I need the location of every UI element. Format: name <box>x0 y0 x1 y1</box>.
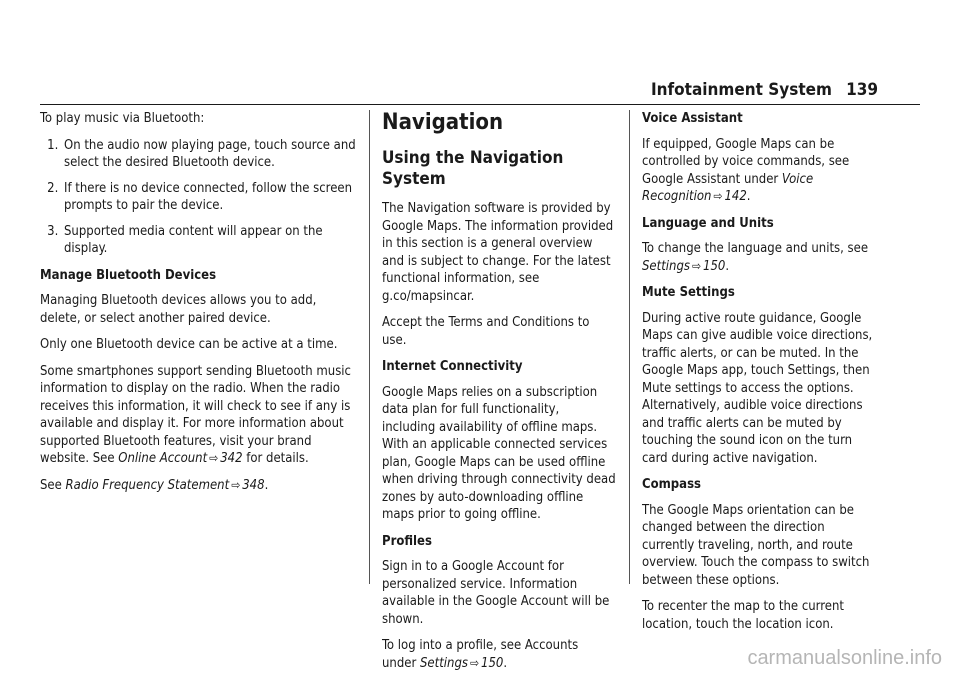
page-ref-arrow-icon: ⇨ <box>231 477 241 492</box>
heading-mute-settings: Mute Settings <box>642 285 735 300</box>
page-ref-number[interactable]: 342 <box>220 451 243 466</box>
section-title-navigation: Navigation <box>382 110 504 135</box>
heading-manage-bluetooth: Manage Bluetooth Devices <box>40 267 217 283</box>
text: Some smartphones support sending Bluetooth music information to display on the radio. When the radio receives this information, it will check to see if any is available and display it. For more information about supported Bluetooth features, visit your brand website. See <box>40 363 351 466</box>
text: . <box>503 655 508 671</box>
paragraph-one-device: Only one Bluetooth device can be active at a time. <box>40 337 338 352</box>
paragraph-profiles: Sign in to a Google Account for personalized service. Information available in the Google Account will be shown. <box>382 559 610 627</box>
heading-language-units: Language and Units <box>642 215 774 231</box>
heading-profiles: Profiles <box>382 533 432 549</box>
link-voice-recognition[interactable]: Voice Recognition <box>642 171 814 204</box>
text: . <box>725 258 730 274</box>
text: . <box>264 477 269 493</box>
paragraph-voice <box>642 136 880 206</box>
column-1 <box>40 110 358 503</box>
column-divider-1 <box>369 110 370 584</box>
link-online-account[interactable]: Online Account <box>118 451 208 466</box>
page-number: 139 <box>846 80 878 100</box>
paragraph-compass: The Google Maps orientation can be changed between the direction currently traveling, north, and route overview. Touch the compass to switch between these options. <box>642 502 870 588</box>
page-ref-arrow-icon: ⇨ <box>469 655 480 670</box>
header-section-title: Infotainment System <box>650 80 832 100</box>
link-radio-frequency[interactable]: Radio Frequency Statement <box>65 477 230 493</box>
link-settings[interactable]: Settings <box>642 258 690 274</box>
header-rule <box>40 104 920 105</box>
text: To change the language and units, see <box>642 241 869 256</box>
page-ref-number[interactable]: 150 <box>481 655 504 671</box>
text: If equipped, Google Maps can be controlled by voice commands, see Google Assistant under <box>642 136 850 187</box>
page-ref-number[interactable]: 150 <box>703 258 726 274</box>
paragraph-see-radio <box>40 477 358 495</box>
text: See <box>40 477 66 493</box>
paragraph-language <box>642 240 880 275</box>
paragraph-terms: Accept the Terms and Conditions to use. <box>382 315 590 348</box>
heading-internet: Internet Connectivity <box>382 359 523 374</box>
bluetooth-intro: To play music via Bluetooth: <box>40 111 205 126</box>
subsection-title: Using the Navigation System <box>382 148 564 189</box>
text: for details. <box>242 451 309 466</box>
step-item: 1. On the audio now playing page, touch source and select the desired Bluetooth device. <box>62 137 358 172</box>
paragraph-mute: During active route guidance, Google Maps can give audible voice directions, traffic alerts, or can be muted. In the Google Maps app, touch Settings, then Mute settings to access the options. Alternatively, audible voice directions and traffic alerts can be muted by touching the sound icon on the turn card during active navigation. <box>642 310 873 466</box>
page-ref-arrow-icon: ⇨ <box>209 451 219 465</box>
paragraph-manage: Managing Bluetooth devices allows you to add, delete, or select another paired device. <box>40 293 317 326</box>
step-item: 3. Supported media content will appear on the display. <box>62 223 358 258</box>
bluetooth-steps <box>40 137 358 258</box>
page-ref-number[interactable]: 348 <box>242 477 265 493</box>
page-ref-arrow-icon: ⇨ <box>713 189 723 203</box>
paragraph-internet: Google Maps relies on a subscription data plan for full functionality, including availability of offline maps. With an applicable connected services plan, Google Maps can be used offline when driving through connectivity dead zones by auto-downloading offline maps prior to going offline. <box>382 384 616 522</box>
text: . <box>746 189 751 204</box>
paragraph-smartphones <box>40 363 358 468</box>
watermark: carmanualsonline.info <box>747 647 942 669</box>
text: To log into a profile, see Accounts under <box>382 638 579 671</box>
paragraph-login <box>382 637 616 672</box>
step-item: 2. If there is no device connected, follow the screen prompts to pair the device. <box>62 180 358 215</box>
page-ref-number[interactable]: 142 <box>724 189 747 204</box>
paragraph-recenter: To recenter the map to the current location, touch the location icon. <box>642 599 844 632</box>
heading-compass: Compass <box>642 477 701 492</box>
column-3 <box>642 110 880 642</box>
link-settings[interactable]: Settings <box>419 655 468 671</box>
page-ref-arrow-icon: ⇨ <box>691 258 702 273</box>
column-2 <box>382 110 616 681</box>
paragraph-software: The Navigation software is provided by Google Maps. The information provided in this section is a general overview and is subject to change. For the latest functional information, see g.co/mapsincar. <box>382 201 614 304</box>
heading-voice-assistant: Voice Assistant <box>642 111 743 126</box>
column-divider-2 <box>629 110 630 584</box>
